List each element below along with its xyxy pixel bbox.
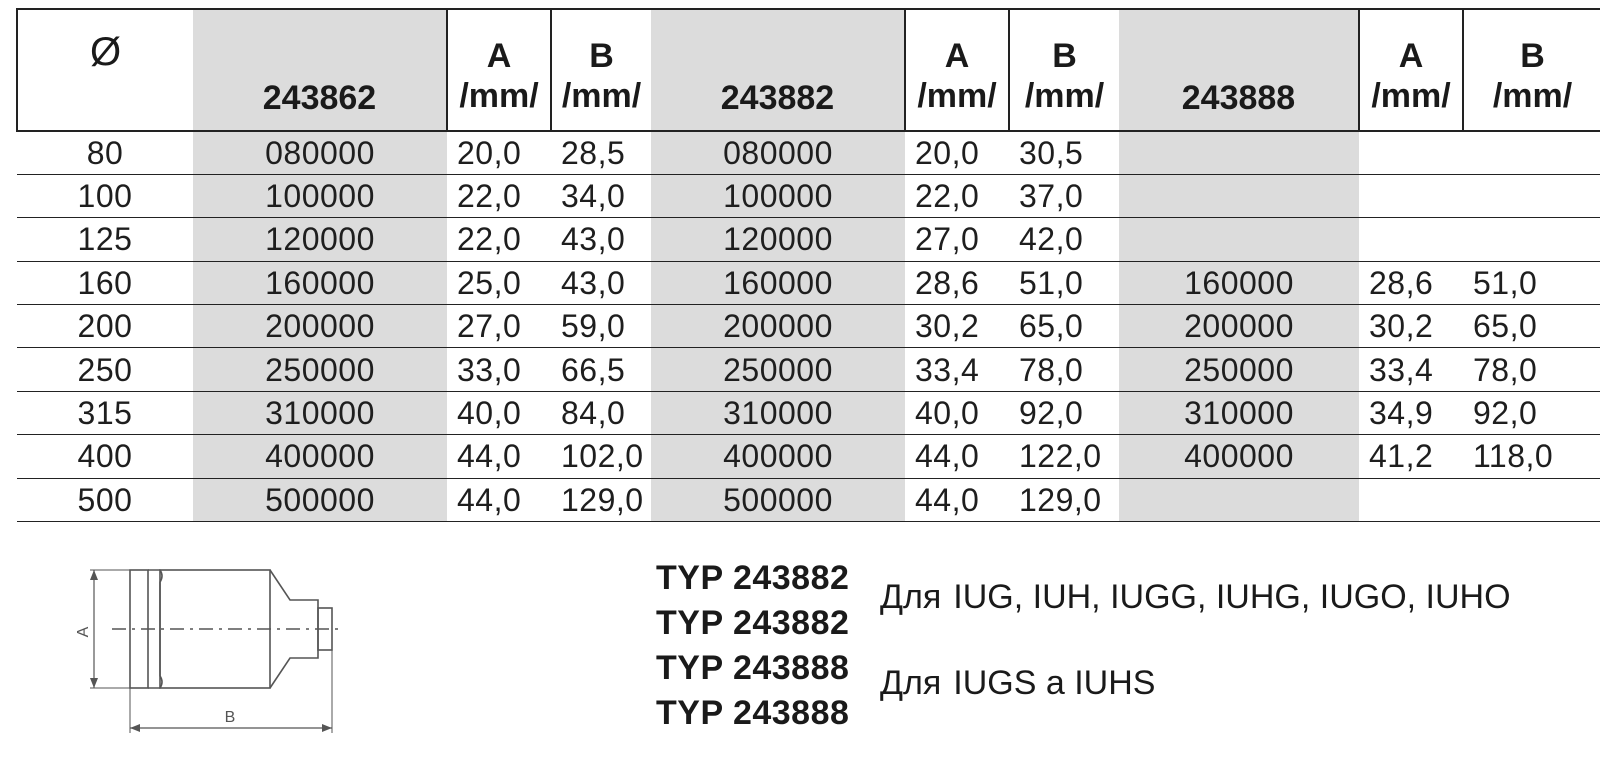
a-letter: A: [486, 37, 512, 75]
diameter-cell: 100: [17, 174, 193, 217]
b-value-cell: 78,0: [1463, 348, 1600, 391]
b-value-cell: [1463, 478, 1600, 521]
a-value-cell: 28,6: [1359, 261, 1463, 304]
arrow-b-right: [322, 724, 332, 732]
a-value-cell: 33,4: [1359, 348, 1463, 391]
b-value-cell: [1463, 131, 1600, 174]
b-value-cell: 78,0: [1009, 348, 1119, 391]
a-letter: A: [944, 37, 970, 75]
code-cell: 200000: [193, 305, 447, 348]
a-value-cell: 22,0: [905, 174, 1009, 217]
b-value-cell: 59,0: [551, 305, 651, 348]
a-value-cell: [1359, 478, 1463, 521]
b-value-cell: 122,0: [1009, 435, 1119, 478]
code-cell: [1119, 478, 1359, 521]
a-header-3: [1359, 9, 1463, 131]
table-row: [17, 305, 1600, 348]
a-value-cell: 27,0: [905, 218, 1009, 261]
code-cell: 500000: [193, 478, 447, 521]
code-cell: 100000: [193, 174, 447, 217]
code-cell: 160000: [651, 261, 905, 304]
code-cell: 100000: [651, 174, 905, 217]
usage-models: IUG, IUH, IUGG, IUHG, IUGO, IUHO: [953, 578, 1511, 616]
b-value-cell: 102,0: [551, 435, 651, 478]
a-value-cell: 34,9: [1359, 391, 1463, 434]
b-value-cell: 51,0: [1009, 261, 1119, 304]
a-value-cell: 33,4: [905, 348, 1009, 391]
diameter-cell: 315: [17, 391, 193, 434]
a-value-cell: 30,2: [905, 305, 1009, 348]
b-value-cell: 92,0: [1009, 391, 1119, 434]
b-value-cell: 51,0: [1463, 261, 1600, 304]
code-cell: 310000: [1119, 391, 1359, 434]
code-cell: 120000: [193, 218, 447, 261]
b-header-1: [551, 9, 651, 131]
code-cell: 120000: [651, 218, 905, 261]
adapter-drawing: [60, 548, 360, 748]
table-row: [17, 174, 1600, 217]
a-value-cell: 27,0: [447, 305, 551, 348]
b-value-cell: 43,0: [551, 261, 651, 304]
b-letter: B: [589, 37, 614, 75]
a-value-cell: 40,0: [905, 391, 1009, 434]
b-letter: B: [1052, 37, 1077, 75]
arrow-a-bottom: [90, 678, 98, 688]
diameter-cell: 125: [17, 218, 193, 261]
b-value-cell: 129,0: [1009, 478, 1119, 521]
a-value-cell: 44,0: [447, 435, 551, 478]
b-value-cell: 65,0: [1009, 305, 1119, 348]
usage-models: IUGS a IUHS: [953, 664, 1156, 702]
type-line: TYP 243882: [656, 559, 850, 597]
b-value-cell: 42,0: [1009, 218, 1119, 261]
table-row: [17, 261, 1600, 304]
b-unit: /mm/: [561, 77, 642, 115]
b-value-cell: 37,0: [1009, 174, 1119, 217]
a-letter: A: [1398, 37, 1424, 75]
dimension-label-b: B: [224, 709, 236, 726]
b-value-cell: 28,5: [551, 131, 651, 174]
b-header-3: [1463, 9, 1600, 131]
code-cell: 160000: [1119, 261, 1359, 304]
code-cell: 250000: [1119, 348, 1359, 391]
a-value-cell: 22,0: [447, 218, 551, 261]
code-header-243862: 243862: [193, 9, 447, 131]
a-header-2: [905, 9, 1009, 131]
a-value-cell: 20,0: [905, 131, 1009, 174]
a-unit: /mm/: [459, 77, 539, 115]
code-cell: 400000: [1119, 435, 1359, 478]
code-cell: [1119, 174, 1359, 217]
code-header-243888: 243888: [1119, 9, 1359, 131]
a-value-cell: 44,0: [447, 478, 551, 521]
a-value-cell: 44,0: [905, 478, 1009, 521]
table-row: [17, 348, 1600, 391]
table-row: [17, 391, 1600, 434]
b-unit: /mm/: [1492, 77, 1573, 115]
a-unit: /mm/: [1371, 77, 1451, 115]
type-line: TYP 243888: [656, 649, 850, 687]
a-value-cell: 28,6: [905, 261, 1009, 304]
b-value-cell: [1463, 174, 1600, 217]
code-cell: 310000: [651, 391, 905, 434]
code-cell: 200000: [1119, 305, 1359, 348]
diameter-header: Ø: [17, 9, 193, 131]
a-value-cell: 25,0: [447, 261, 551, 304]
diameter-cell: 400: [17, 435, 193, 478]
b-value-cell: [1463, 218, 1600, 261]
code-cell: 500000: [651, 478, 905, 521]
code-cell: [1119, 218, 1359, 261]
diameter-cell: 200: [17, 305, 193, 348]
a-value-cell: 41,2: [1359, 435, 1463, 478]
a-value-cell: 33,0: [447, 348, 551, 391]
type-line: TYP 243888: [656, 694, 850, 732]
code-cell: 250000: [651, 348, 905, 391]
usage-line-1: [880, 578, 1511, 617]
b-value-cell: 65,0: [1463, 305, 1600, 348]
a-value-cell: 40,0: [447, 391, 551, 434]
a-value-cell: 22,0: [447, 174, 551, 217]
b-value-cell: 34,0: [551, 174, 651, 217]
a-value-cell: 20,0: [447, 131, 551, 174]
b-value-cell: 92,0: [1463, 391, 1600, 434]
a-unit: /mm/: [917, 77, 997, 115]
code-cell: 080000: [651, 131, 905, 174]
table-row: [17, 131, 1600, 174]
b-unit: /mm/: [1024, 77, 1105, 115]
usage-line-2: [880, 664, 1155, 703]
arrow-a-top: [90, 570, 98, 580]
type-line: TYP 243882: [656, 604, 850, 642]
diameter-cell: 160: [17, 261, 193, 304]
table-row: [17, 218, 1600, 261]
code-cell: 200000: [651, 305, 905, 348]
b-value-cell: 43,0: [551, 218, 651, 261]
usage-prefix: Для: [880, 578, 942, 616]
dimension-label-a: A: [75, 626, 92, 638]
b-value-cell: 66,5: [551, 348, 651, 391]
code-cell: 160000: [193, 261, 447, 304]
code-cell: 250000: [193, 348, 447, 391]
b-value-cell: 129,0: [551, 478, 651, 521]
diameter-cell: 500: [17, 478, 193, 521]
code-cell: 400000: [651, 435, 905, 478]
diameter-cell: 80: [17, 131, 193, 174]
table-row: [17, 435, 1600, 478]
usage-prefix: Для: [880, 664, 942, 702]
a-value-cell: 44,0: [905, 435, 1009, 478]
a-value-cell: [1359, 218, 1463, 261]
diameter-cell: 250: [17, 348, 193, 391]
b-value-cell: 84,0: [551, 391, 651, 434]
table-header-row: [17, 9, 1600, 131]
b-value-cell: 118,0: [1463, 435, 1600, 478]
arrow-b-left: [130, 724, 140, 732]
b-value-cell: 30,5: [1009, 131, 1119, 174]
table-row: [17, 478, 1600, 521]
code-header-243882: 243882: [651, 9, 905, 131]
code-cell: 400000: [193, 435, 447, 478]
a-value-cell: [1359, 174, 1463, 217]
spec-table: [16, 8, 1600, 522]
a-value-cell: [1359, 131, 1463, 174]
b-letter: B: [1520, 37, 1545, 75]
code-cell: 310000: [193, 391, 447, 434]
type-list: [656, 556, 849, 736]
b-header-2: [1009, 9, 1119, 131]
a-header-1: [447, 9, 551, 131]
code-cell: [1119, 131, 1359, 174]
a-value-cell: 30,2: [1359, 305, 1463, 348]
code-cell: 080000: [193, 131, 447, 174]
